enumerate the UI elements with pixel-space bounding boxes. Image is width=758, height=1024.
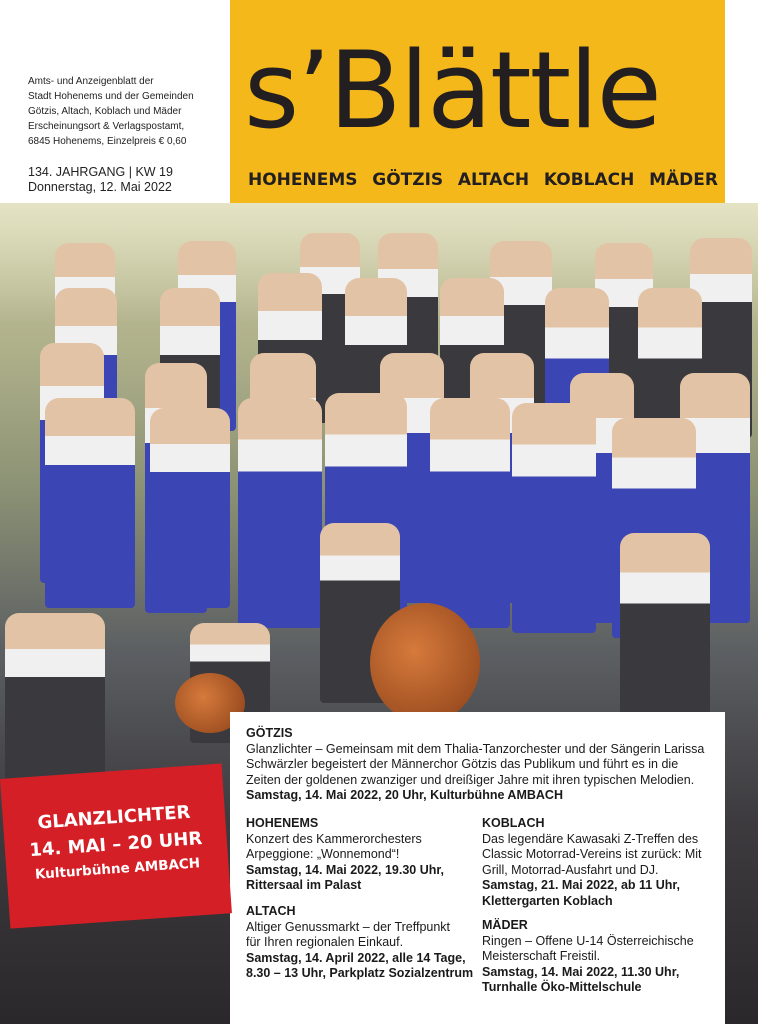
town-maeder: MÄDER (649, 170, 718, 190)
event-town: MÄDER (482, 918, 528, 932)
town-altach: ALTACH (457, 170, 530, 190)
town-hohenems: HOHENEMS (248, 170, 358, 190)
publisher-line: Amts- und Anzeigenblatt der (28, 76, 154, 87)
issue-info (28, 165, 228, 195)
event-maeder (482, 918, 710, 996)
singer (238, 398, 322, 628)
event-text: Meisterschaft Freistil. (482, 949, 601, 963)
town-goetzis: GÖTZIS (372, 170, 444, 190)
newspaper-logo: s’Blättle (244, 29, 660, 152)
event-when: Samstag, 14. Mai 2022, 19.30 Uhr, (246, 862, 445, 877)
event-when: Samstag, 14. Mai 2022, 11.30 Uhr, (482, 964, 680, 979)
promo-date: 14. MAI – 20 UHR (28, 828, 203, 862)
event-when: Turnhalle Öko-Mittelschule (482, 980, 642, 994)
event-text: Altiger Genussmarkt – der Treffpunkt (246, 919, 451, 934)
event-when: Klettergarten Koblach (482, 893, 613, 908)
double-bass (370, 603, 480, 723)
event-when: Samstag, 14. April 2022, alle 14 Tage, (246, 950, 466, 965)
singer (150, 408, 230, 608)
event-when: 8.30 – 13 Uhr, Parkplatz Sozialzentrum (246, 966, 474, 980)
promo-title: GLANZLICHTER (36, 801, 192, 834)
event-text: Arpeggione: „Wonnemond“! (246, 847, 400, 861)
event-town: KOBLACH (482, 816, 545, 830)
event-text: Ringen – Offene U-14 Österreichische (482, 933, 694, 948)
singer (512, 403, 596, 633)
event-text: Grill, Motorrad-Ausfahrt und DJ. (482, 862, 659, 877)
publisher-line: Götzis, Altach, Koblach und Mäder (28, 106, 182, 117)
event-when: Samstag, 21. Mai 2022, ab 11 Uhr, (482, 878, 681, 892)
event-hohenems (246, 816, 474, 894)
promo-banner (0, 764, 232, 929)
event-altach (246, 904, 474, 982)
lead-event-town: GÖTZIS (246, 726, 293, 740)
singer (430, 398, 510, 628)
publisher-info (28, 74, 228, 149)
event-text: Das legendäre Kawasaki Z-Treffen des (482, 831, 699, 846)
issue-line: 134. JAHRGANG | KW 19 (28, 165, 173, 179)
lead-event-when: Samstag, 14. Mai 2022, 20 Uhr, Kulturbühne AMBACH (246, 788, 563, 802)
event-text: Konzert des Kammerorchesters (246, 831, 422, 846)
events-box (230, 712, 725, 1024)
event-when: Rittersaal im Palast (246, 878, 362, 892)
event-koblach (482, 816, 710, 909)
publisher-line: 6845 Hohenems, Einzelpreis € 0,60 (28, 136, 187, 147)
singer (45, 398, 135, 608)
event-text: für Ihren regionalen Einkauf. (246, 935, 404, 949)
lead-event-text: Glanzlichter – Gemeinsam mit dem Thalia-Tanzorchester und der Sängerin Larissa Schwärzler begeistert der Männerchor Götzis das Publikum und führt es in die Zeiten der goldenen zwanziger und dreißiger Jahre mit ihren typischen Melodien. (246, 741, 705, 787)
town-list (248, 170, 718, 190)
promo-venue: Kulturbühne AMBACH (34, 855, 201, 883)
event-text: Classic Motorrad-Vereins ist zurück: Mit (482, 847, 702, 861)
town-koblach: KOBLACH (543, 170, 635, 190)
publisher-line: Erscheinungsort & Verlagspostamt, (28, 121, 185, 132)
event-town: HOHENEMS (246, 816, 319, 830)
publisher-line: Stadt Hohenems und der Gemeinden (28, 91, 194, 102)
date-line: Donnerstag, 12. Mai 2022 (28, 180, 172, 194)
lead-event (246, 726, 716, 804)
event-town: ALTACH (246, 904, 296, 918)
